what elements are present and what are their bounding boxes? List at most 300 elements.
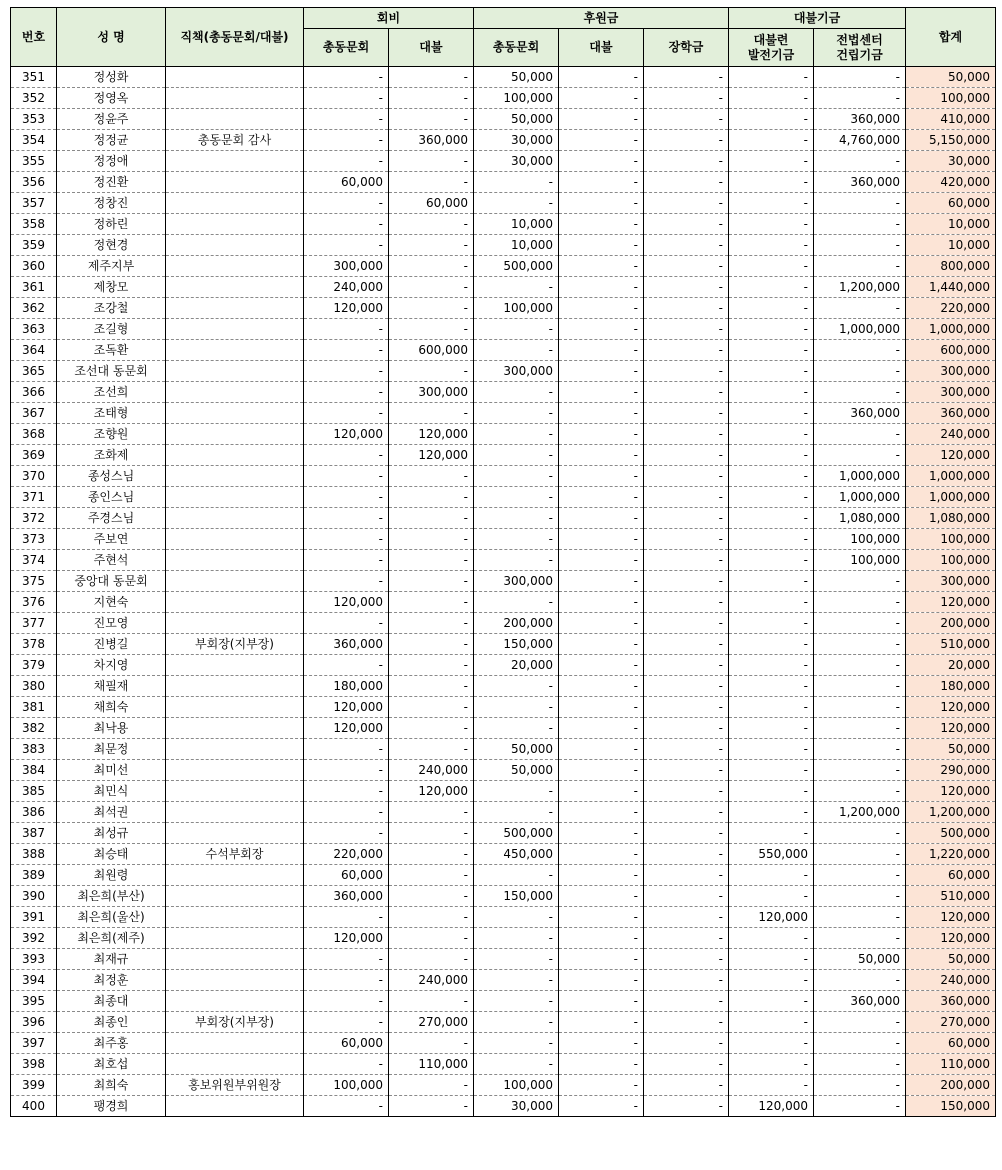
donation-table xyxy=(10,7,996,1117)
cell-no: 375 xyxy=(11,571,57,592)
cell-total: 240,000 xyxy=(906,424,996,445)
cell-support-alumni: - xyxy=(474,676,559,697)
cell-total: 20,000 xyxy=(906,655,996,676)
cell-total: 120,000 xyxy=(906,592,996,613)
table-row xyxy=(11,781,996,802)
cell-name: 주보연 xyxy=(57,529,166,550)
cell-support-scholarship: - xyxy=(644,613,729,634)
cell-name: 정진환 xyxy=(57,172,166,193)
cell-fee-alumni: - xyxy=(304,109,389,130)
cell-name: 조태형 xyxy=(57,403,166,424)
cell-position xyxy=(166,886,304,907)
cell-total: 60,000 xyxy=(906,193,996,214)
cell-name: 조길형 xyxy=(57,319,166,340)
cell-fee-daebul: - xyxy=(389,109,474,130)
cell-support-alumni: 10,000 xyxy=(474,235,559,256)
cell-name: 지현숙 xyxy=(57,592,166,613)
cell-position xyxy=(166,424,304,445)
cell-support-scholarship: - xyxy=(644,508,729,529)
cell-fee-alumni: - xyxy=(304,760,389,781)
cell-fee-daebul: - xyxy=(389,487,474,508)
cell-fee-daebul: - xyxy=(389,823,474,844)
cell-total: 120,000 xyxy=(906,907,996,928)
cell-support-alumni: - xyxy=(474,382,559,403)
cell-support-scholarship: - xyxy=(644,319,729,340)
cell-support-daebul: - xyxy=(559,844,644,865)
cell-fund-development: - xyxy=(729,634,814,655)
cell-support-scholarship: - xyxy=(644,67,729,88)
cell-fund-development: - xyxy=(729,949,814,970)
cell-fund-development: - xyxy=(729,277,814,298)
cell-no: 395 xyxy=(11,991,57,1012)
cell-support-daebul: - xyxy=(559,781,644,802)
cell-total: 50,000 xyxy=(906,949,996,970)
cell-support-scholarship: - xyxy=(644,991,729,1012)
cell-fee-daebul: 60,000 xyxy=(389,193,474,214)
header-support-scholarship: 장학금 xyxy=(644,29,729,67)
cell-no: 372 xyxy=(11,508,57,529)
cell-support-daebul: - xyxy=(559,445,644,466)
cell-total: 510,000 xyxy=(906,634,996,655)
cell-fee-daebul: - xyxy=(389,298,474,319)
cell-name: 최종인 xyxy=(57,1012,166,1033)
table-row xyxy=(11,823,996,844)
cell-fee-alumni: - xyxy=(304,529,389,550)
cell-fund-development: - xyxy=(729,466,814,487)
cell-fund-center: - xyxy=(814,823,906,844)
cell-fee-daebul: - xyxy=(389,466,474,487)
cell-support-daebul: - xyxy=(559,676,644,697)
table-row xyxy=(11,1075,996,1096)
cell-support-alumni: 100,000 xyxy=(474,298,559,319)
cell-total: 220,000 xyxy=(906,298,996,319)
cell-support-alumni: 30,000 xyxy=(474,151,559,172)
cell-support-scholarship: - xyxy=(644,1054,729,1075)
cell-no: 367 xyxy=(11,403,57,424)
cell-name: 주경스님 xyxy=(57,508,166,529)
cell-no: 387 xyxy=(11,823,57,844)
table-row xyxy=(11,571,996,592)
cell-no: 353 xyxy=(11,109,57,130)
table-row xyxy=(11,634,996,655)
cell-position xyxy=(166,235,304,256)
table-row xyxy=(11,697,996,718)
cell-support-daebul: - xyxy=(559,1012,644,1033)
cell-support-daebul: - xyxy=(559,67,644,88)
cell-support-alumni: - xyxy=(474,928,559,949)
table-row xyxy=(11,109,996,130)
cell-fund-development: - xyxy=(729,823,814,844)
cell-fund-center: - xyxy=(814,571,906,592)
cell-name: 최문정 xyxy=(57,739,166,760)
cell-support-daebul: - xyxy=(559,382,644,403)
cell-support-alumni: - xyxy=(474,697,559,718)
cell-fee-daebul: 120,000 xyxy=(389,424,474,445)
table-row xyxy=(11,172,996,193)
cell-fund-center: - xyxy=(814,865,906,886)
cell-fund-center: - xyxy=(814,361,906,382)
cell-no: 386 xyxy=(11,802,57,823)
cell-fund-development: 120,000 xyxy=(729,907,814,928)
cell-fund-development: - xyxy=(729,88,814,109)
cell-support-alumni: 20,000 xyxy=(474,655,559,676)
cell-total: 120,000 xyxy=(906,928,996,949)
cell-fee-daebul: 270,000 xyxy=(389,1012,474,1033)
cell-position xyxy=(166,1096,304,1117)
table-row xyxy=(11,508,996,529)
cell-fee-daebul: - xyxy=(389,235,474,256)
cell-fee-daebul: - xyxy=(389,991,474,1012)
cell-fee-alumni: - xyxy=(304,823,389,844)
cell-position: 부회장(지부장) xyxy=(166,1012,304,1033)
table-row xyxy=(11,382,996,403)
cell-total: 10,000 xyxy=(906,214,996,235)
cell-support-alumni: 300,000 xyxy=(474,361,559,382)
cell-fund-development: 550,000 xyxy=(729,844,814,865)
cell-fund-development: - xyxy=(729,529,814,550)
cell-fund-development: - xyxy=(729,718,814,739)
table-row xyxy=(11,991,996,1012)
table-row xyxy=(11,928,996,949)
cell-fund-center: - xyxy=(814,970,906,991)
cell-total: 120,000 xyxy=(906,718,996,739)
cell-support-scholarship: - xyxy=(644,109,729,130)
cell-fee-alumni: 120,000 xyxy=(304,424,389,445)
cell-no: 368 xyxy=(11,424,57,445)
cell-fund-development: - xyxy=(729,550,814,571)
cell-total: 1,000,000 xyxy=(906,487,996,508)
cell-fee-daebul: 240,000 xyxy=(389,760,474,781)
cell-support-scholarship: - xyxy=(644,697,729,718)
cell-support-scholarship: - xyxy=(644,1075,729,1096)
cell-fee-alumni: - xyxy=(304,382,389,403)
cell-fund-center: 1,200,000 xyxy=(814,277,906,298)
cell-support-alumni: - xyxy=(474,865,559,886)
cell-support-alumni: 200,000 xyxy=(474,613,559,634)
cell-support-alumni: 30,000 xyxy=(474,1096,559,1117)
cell-position xyxy=(166,151,304,172)
cell-fee-alumni: 240,000 xyxy=(304,277,389,298)
cell-support-daebul: - xyxy=(559,802,644,823)
cell-fee-alumni: 300,000 xyxy=(304,256,389,277)
cell-fund-development: - xyxy=(729,298,814,319)
cell-fund-center: - xyxy=(814,1075,906,1096)
cell-support-alumni: 50,000 xyxy=(474,109,559,130)
cell-fee-daebul: 120,000 xyxy=(389,445,474,466)
cell-support-scholarship: - xyxy=(644,823,729,844)
cell-support-daebul: - xyxy=(559,340,644,361)
cell-position xyxy=(166,802,304,823)
cell-total: 300,000 xyxy=(906,361,996,382)
cell-no: 378 xyxy=(11,634,57,655)
cell-name: 제주지부 xyxy=(57,256,166,277)
cell-total: 60,000 xyxy=(906,1033,996,1054)
cell-fee-daebul: - xyxy=(389,172,474,193)
cell-support-daebul: - xyxy=(559,949,644,970)
table-row xyxy=(11,424,996,445)
cell-support-scholarship: - xyxy=(644,676,729,697)
table-row xyxy=(11,466,996,487)
cell-fund-development: - xyxy=(729,130,814,151)
cell-support-scholarship: - xyxy=(644,340,729,361)
cell-no: 374 xyxy=(11,550,57,571)
cell-fee-daebul: - xyxy=(389,403,474,424)
cell-fund-center: 1,200,000 xyxy=(814,802,906,823)
cell-no: 355 xyxy=(11,151,57,172)
cell-support-scholarship: - xyxy=(644,970,729,991)
cell-support-alumni: - xyxy=(474,718,559,739)
cell-support-scholarship: - xyxy=(644,592,729,613)
header-support-daebul: 대불 xyxy=(559,29,644,67)
cell-total: 1,440,000 xyxy=(906,277,996,298)
cell-support-daebul: - xyxy=(559,865,644,886)
cell-total: 1,000,000 xyxy=(906,319,996,340)
cell-fund-development: - xyxy=(729,319,814,340)
cell-position: 수석부회장 xyxy=(166,844,304,865)
cell-fund-center: - xyxy=(814,1096,906,1117)
cell-total: 30,000 xyxy=(906,151,996,172)
cell-support-daebul: - xyxy=(559,256,644,277)
cell-support-scholarship: - xyxy=(644,1033,729,1054)
cell-support-scholarship: - xyxy=(644,802,729,823)
table-row xyxy=(11,67,996,88)
cell-no: 377 xyxy=(11,613,57,634)
cell-fund-center: - xyxy=(814,445,906,466)
cell-total: 1,080,000 xyxy=(906,508,996,529)
cell-fund-center: 1,000,000 xyxy=(814,319,906,340)
cell-support-alumni: - xyxy=(474,550,559,571)
cell-support-daebul: - xyxy=(559,928,644,949)
table-row xyxy=(11,676,996,697)
cell-support-scholarship: - xyxy=(644,193,729,214)
cell-support-alumni: - xyxy=(474,487,559,508)
cell-name: 종인스님 xyxy=(57,487,166,508)
cell-support-daebul: - xyxy=(559,655,644,676)
cell-name: 차지영 xyxy=(57,655,166,676)
header-fund-center xyxy=(814,29,906,67)
cell-support-daebul: - xyxy=(559,403,644,424)
cell-fund-center: - xyxy=(814,739,906,760)
cell-fund-development: - xyxy=(729,424,814,445)
cell-fee-alumni: - xyxy=(304,193,389,214)
cell-fee-daebul: - xyxy=(389,676,474,697)
cell-total: 200,000 xyxy=(906,1075,996,1096)
cell-fee-daebul: 120,000 xyxy=(389,781,474,802)
cell-support-daebul: - xyxy=(559,319,644,340)
cell-fee-alumni: - xyxy=(304,214,389,235)
cell-fee-daebul: 600,000 xyxy=(389,340,474,361)
cell-fund-development: - xyxy=(729,445,814,466)
cell-fund-development: 120,000 xyxy=(729,1096,814,1117)
cell-fee-daebul: - xyxy=(389,739,474,760)
table-row xyxy=(11,319,996,340)
cell-fund-development: - xyxy=(729,151,814,172)
cell-support-daebul: - xyxy=(559,529,644,550)
cell-fee-alumni: - xyxy=(304,1012,389,1033)
cell-support-scholarship: - xyxy=(644,235,729,256)
cell-fund-center: - xyxy=(814,655,906,676)
cell-position xyxy=(166,550,304,571)
cell-fund-development: - xyxy=(729,1012,814,1033)
cell-fund-center: - xyxy=(814,928,906,949)
cell-name: 종성스님 xyxy=(57,466,166,487)
cell-support-alumni: - xyxy=(474,970,559,991)
cell-fee-daebul: - xyxy=(389,151,474,172)
cell-fee-alumni: 60,000 xyxy=(304,865,389,886)
cell-name: 최정훈 xyxy=(57,970,166,991)
cell-fee-alumni: - xyxy=(304,571,389,592)
cell-support-daebul: - xyxy=(559,193,644,214)
cell-fee-alumni: - xyxy=(304,445,389,466)
cell-name: 최원령 xyxy=(57,865,166,886)
cell-fee-daebul: - xyxy=(389,949,474,970)
cell-fee-alumni: - xyxy=(304,1054,389,1075)
table-row xyxy=(11,613,996,634)
cell-no: 389 xyxy=(11,865,57,886)
table-row xyxy=(11,739,996,760)
cell-support-scholarship: - xyxy=(644,571,729,592)
cell-name: 진모영 xyxy=(57,613,166,634)
cell-support-scholarship: - xyxy=(644,529,729,550)
cell-support-alumni: - xyxy=(474,319,559,340)
cell-fee-alumni: 120,000 xyxy=(304,592,389,613)
cell-fund-center: - xyxy=(814,886,906,907)
cell-support-scholarship: - xyxy=(644,781,729,802)
cell-no: 356 xyxy=(11,172,57,193)
cell-no: 358 xyxy=(11,214,57,235)
table-row xyxy=(11,529,996,550)
cell-no: 365 xyxy=(11,361,57,382)
cell-support-scholarship: - xyxy=(644,865,729,886)
cell-position xyxy=(166,361,304,382)
cell-support-daebul: - xyxy=(559,1054,644,1075)
cell-name: 정영옥 xyxy=(57,88,166,109)
cell-support-daebul: - xyxy=(559,991,644,1012)
cell-support-daebul: - xyxy=(559,508,644,529)
cell-fund-development: - xyxy=(729,802,814,823)
cell-fee-alumni: - xyxy=(304,361,389,382)
cell-position xyxy=(166,319,304,340)
cell-fund-development: - xyxy=(729,508,814,529)
cell-total: 240,000 xyxy=(906,970,996,991)
cell-support-scholarship: - xyxy=(644,1012,729,1033)
cell-total: 110,000 xyxy=(906,1054,996,1075)
table-row xyxy=(11,193,996,214)
cell-fee-daebul: - xyxy=(389,907,474,928)
cell-fund-development: - xyxy=(729,1054,814,1075)
cell-no: 354 xyxy=(11,130,57,151)
cell-support-daebul: - xyxy=(559,718,644,739)
cell-position xyxy=(166,697,304,718)
cell-no: 370 xyxy=(11,466,57,487)
cell-no: 385 xyxy=(11,781,57,802)
header-fund-dev-line2: 발전기금 xyxy=(747,47,795,62)
cell-position xyxy=(166,571,304,592)
cell-no: 371 xyxy=(11,487,57,508)
cell-no: 400 xyxy=(11,1096,57,1117)
cell-fund-development: - xyxy=(729,487,814,508)
table-row xyxy=(11,130,996,151)
cell-name: 최희숙 xyxy=(57,1075,166,1096)
cell-name: 중앙대 동문회 xyxy=(57,571,166,592)
cell-name: 정윤주 xyxy=(57,109,166,130)
cell-fee-alumni: - xyxy=(304,130,389,151)
cell-fund-development: - xyxy=(729,403,814,424)
cell-fee-alumni: - xyxy=(304,88,389,109)
cell-fee-daebul: - xyxy=(389,529,474,550)
cell-name: 조독환 xyxy=(57,340,166,361)
cell-fund-center: - xyxy=(814,781,906,802)
cell-support-alumni: 450,000 xyxy=(474,844,559,865)
cell-fee-alumni: - xyxy=(304,739,389,760)
cell-name: 최은희(부산) xyxy=(57,886,166,907)
table-row xyxy=(11,592,996,613)
cell-support-scholarship: - xyxy=(644,928,729,949)
cell-position xyxy=(166,970,304,991)
cell-total: 360,000 xyxy=(906,403,996,424)
cell-fee-alumni: 60,000 xyxy=(304,172,389,193)
cell-fee-daebul: - xyxy=(389,886,474,907)
cell-support-daebul: - xyxy=(559,634,644,655)
header-fee-alumni: 총동문회 xyxy=(304,29,389,67)
table-row xyxy=(11,655,996,676)
cell-fee-daebul: 360,000 xyxy=(389,130,474,151)
header-group-fee: 회비 xyxy=(304,8,474,29)
cell-fee-alumni: 100,000 xyxy=(304,1075,389,1096)
cell-support-daebul: - xyxy=(559,214,644,235)
cell-fund-center: - xyxy=(814,340,906,361)
cell-no: 366 xyxy=(11,382,57,403)
cell-fund-development: - xyxy=(729,592,814,613)
cell-support-daebul: - xyxy=(559,823,644,844)
cell-fee-alumni: 120,000 xyxy=(304,298,389,319)
cell-name: 조향원 xyxy=(57,424,166,445)
cell-fund-development: - xyxy=(729,886,814,907)
cell-fee-alumni: - xyxy=(304,613,389,634)
cell-fee-daebul: - xyxy=(389,655,474,676)
cell-fee-daebul: - xyxy=(389,361,474,382)
cell-position xyxy=(166,655,304,676)
cell-support-scholarship: - xyxy=(644,907,729,928)
table-row xyxy=(11,235,996,256)
cell-fee-daebul: - xyxy=(389,865,474,886)
cell-fund-center: - xyxy=(814,298,906,319)
cell-name: 최호섭 xyxy=(57,1054,166,1075)
cell-fund-center: - xyxy=(814,697,906,718)
cell-fund-center: - xyxy=(814,907,906,928)
cell-fund-development: - xyxy=(729,340,814,361)
cell-name: 최승태 xyxy=(57,844,166,865)
cell-no: 373 xyxy=(11,529,57,550)
cell-fund-center: - xyxy=(814,760,906,781)
cell-support-alumni: - xyxy=(474,991,559,1012)
cell-support-scholarship: - xyxy=(644,298,729,319)
table-row xyxy=(11,298,996,319)
cell-no: 384 xyxy=(11,760,57,781)
cell-support-alumni: - xyxy=(474,445,559,466)
cell-fee-daebul: - xyxy=(389,550,474,571)
cell-name: 최성규 xyxy=(57,823,166,844)
cell-fund-development: - xyxy=(729,865,814,886)
cell-fee-daebul: - xyxy=(389,1033,474,1054)
cell-support-alumni: - xyxy=(474,529,559,550)
cell-position xyxy=(166,781,304,802)
cell-no: 352 xyxy=(11,88,57,109)
table-row xyxy=(11,949,996,970)
cell-support-daebul: - xyxy=(559,130,644,151)
cell-support-alumni: - xyxy=(474,1012,559,1033)
cell-fee-daebul: - xyxy=(389,508,474,529)
